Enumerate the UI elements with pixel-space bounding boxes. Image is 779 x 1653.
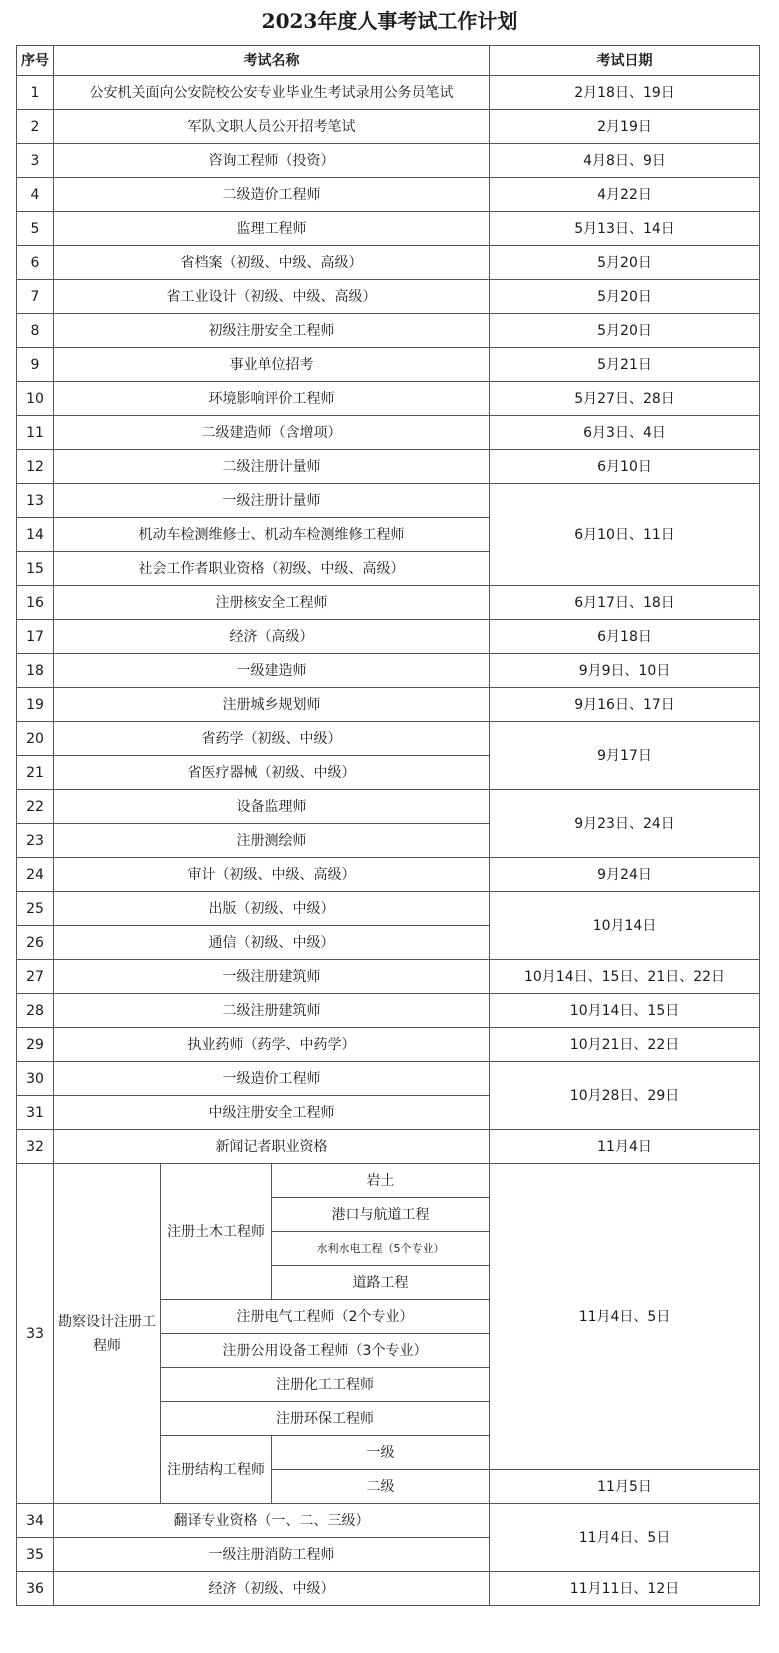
page-title: 2023年度人事考试工作计划 (261, 9, 518, 33)
table-row (17, 382, 760, 416)
row33-date-main: 11月4日、5日 (490, 1164, 760, 1470)
table-row (17, 586, 760, 620)
table-row (17, 994, 760, 1028)
row-exam-date: 6月3日、4日 (490, 416, 760, 450)
row-seq: 21 (17, 756, 54, 790)
row-seq: 24 (17, 858, 54, 892)
row-exam-name: 经济（高级） (54, 620, 490, 654)
row-exam-name: 审计（初级、中级、高级） (54, 858, 490, 892)
row33-electrical-engineer: 注册电气工程师（2个专业） (161, 1300, 490, 1334)
row-seq: 8 (17, 314, 54, 348)
row-seq: 13 (17, 484, 54, 518)
row-exam-date: 10月28日、29日 (490, 1062, 760, 1130)
row-exam-date: 5月20日 (490, 246, 760, 280)
row-seq: 11 (17, 416, 54, 450)
row33-utility-engineer: 注册公用设备工程师（3个专业） (161, 1334, 490, 1368)
row-exam-date: 10月14日 (490, 892, 760, 960)
row33-civil-sub: 道路工程 (272, 1266, 490, 1300)
row-exam-date: 10月14日、15日 (490, 994, 760, 1028)
row-exam-date: 6月17日、18日 (490, 586, 760, 620)
row-seq: 16 (17, 586, 54, 620)
row-exam-name: 二级注册建筑师 (54, 994, 490, 1028)
row-seq: 18 (17, 654, 54, 688)
row-seq: 12 (17, 450, 54, 484)
table-row (17, 76, 760, 110)
row-seq: 32 (17, 1130, 54, 1164)
table-row (17, 654, 760, 688)
row-exam-name: 设备监理师 (54, 790, 490, 824)
row-exam-name: 机动车检测维修士、机动车检测维修工程师 (54, 518, 490, 552)
row-exam-name: 注册测绘师 (54, 824, 490, 858)
table-row (17, 178, 760, 212)
table-row (17, 1572, 760, 1606)
table-row (17, 790, 760, 824)
exam-schedule-table (16, 45, 760, 1606)
row-exam-date: 5月13日、14日 (490, 212, 760, 246)
row-exam-date: 9月23日、24日 (490, 790, 760, 858)
table-row (17, 416, 760, 450)
row-exam-name: 事业单位招考 (54, 348, 490, 382)
row-seq: 30 (17, 1062, 54, 1096)
row-exam-date: 9月16日、17日 (490, 688, 760, 722)
row33-category: 勘察设计注册工程师 (54, 1164, 161, 1504)
row-exam-name: 初级注册安全工程师 (54, 314, 490, 348)
row-seq: 10 (17, 382, 54, 416)
header-exam-date: 考试日期 (490, 46, 760, 76)
table-row (17, 484, 760, 518)
table-header-row (17, 46, 760, 76)
table-row (17, 1164, 760, 1198)
row-exam-date: 10月14日、15日、21日、22日 (490, 960, 760, 994)
table-row (17, 722, 760, 756)
row-seq: 6 (17, 246, 54, 280)
row-exam-name: 执业药师（药学、中药学） (54, 1028, 490, 1062)
row-exam-date: 9月17日 (490, 722, 760, 790)
row33-structural-engineer: 注册结构工程师 (161, 1436, 272, 1504)
row-exam-name: 二级造价工程师 (54, 178, 490, 212)
row-exam-date: 5月21日 (490, 348, 760, 382)
row-exam-name: 一级注册建筑师 (54, 960, 490, 994)
row-seq: 3 (17, 144, 54, 178)
table-row (17, 688, 760, 722)
row-seq: 31 (17, 1096, 54, 1130)
table-row (17, 212, 760, 246)
row-exam-date: 2月19日 (490, 110, 760, 144)
row-exam-date: 5月27日、28日 (490, 382, 760, 416)
row-seq: 22 (17, 790, 54, 824)
row33-environmental-engineer: 注册环保工程师 (161, 1402, 490, 1436)
table-row (17, 348, 760, 382)
row-exam-name: 社会工作者职业资格（初级、中级、高级） (54, 552, 490, 586)
row-exam-name: 一级注册消防工程师 (54, 1538, 490, 1572)
row33-civil-sub: 岩土 (272, 1164, 490, 1198)
row-seq: 19 (17, 688, 54, 722)
table-row (17, 960, 760, 994)
row-seq: 15 (17, 552, 54, 586)
row33-structural-sub: 一级 (272, 1436, 490, 1470)
row-seq: 7 (17, 280, 54, 314)
row-exam-name: 监理工程师 (54, 212, 490, 246)
row-seq: 29 (17, 1028, 54, 1062)
row-seq: 14 (17, 518, 54, 552)
row33-chemical-engineer: 注册化工工程师 (161, 1368, 490, 1402)
table-row (17, 858, 760, 892)
row-exam-name: 一级造价工程师 (54, 1062, 490, 1096)
row-exam-date: 5月20日 (490, 280, 760, 314)
row-exam-name: 中级注册安全工程师 (54, 1096, 490, 1130)
table-row (17, 246, 760, 280)
row-exam-date: 9月9日、10日 (490, 654, 760, 688)
table-row (17, 314, 760, 348)
row-exam-name: 出版（初级、中级） (54, 892, 490, 926)
table-row (17, 1028, 760, 1062)
row-exam-name: 军队文职人员公开招考笔试 (54, 110, 490, 144)
header-seq: 序号 (17, 46, 54, 76)
row-exam-name: 一级建造师 (54, 654, 490, 688)
row-exam-name: 注册城乡规划师 (54, 688, 490, 722)
table-row (17, 144, 760, 178)
table-row (17, 450, 760, 484)
table-row (17, 892, 760, 926)
row-seq: 28 (17, 994, 54, 1028)
row-exam-name: 二级注册计量师 (54, 450, 490, 484)
row-seq: 26 (17, 926, 54, 960)
row-exam-name: 二级建造师（含增项） (54, 416, 490, 450)
row-exam-name: 省医疗器械（初级、中级） (54, 756, 490, 790)
row-seq: 20 (17, 722, 54, 756)
table-row (17, 280, 760, 314)
row-exam-name: 咨询工程师（投资） (54, 144, 490, 178)
row-exam-date: 11月11日、12日 (490, 1572, 760, 1606)
row-exam-date: 11月4日、5日 (490, 1504, 760, 1572)
row-exam-name: 省药学（初级、中级） (54, 722, 490, 756)
table-row (17, 110, 760, 144)
row-exam-date: 5月20日 (490, 314, 760, 348)
row-exam-name: 省档案（初级、中级、高级） (54, 246, 490, 280)
row-exam-name: 一级注册计量师 (54, 484, 490, 518)
table-row (17, 1504, 760, 1538)
row-seq: 33 (17, 1164, 54, 1504)
row-seq: 17 (17, 620, 54, 654)
row-exam-date: 6月10日、11日 (490, 484, 760, 586)
row33-civil-sub: 水利水电工程（5个专业） (272, 1232, 490, 1266)
row-seq: 34 (17, 1504, 54, 1538)
row-exam-name: 公安机关面向公安院校公安专业毕业生考试录用公务员笔试 (54, 76, 490, 110)
table-row (17, 1062, 760, 1096)
row-exam-date: 2月18日、19日 (490, 76, 760, 110)
row-exam-name: 通信（初级、中级） (54, 926, 490, 960)
row-exam-name: 经济（初级、中级） (54, 1572, 490, 1606)
row-seq: 25 (17, 892, 54, 926)
row-seq: 1 (17, 76, 54, 110)
header-exam-name: 考试名称 (54, 46, 490, 76)
row-exam-date: 9月24日 (490, 858, 760, 892)
row-exam-name: 翻译专业资格（一、二、三级） (54, 1504, 490, 1538)
row-exam-date: 6月10日 (490, 450, 760, 484)
row-exam-name: 注册核安全工程师 (54, 586, 490, 620)
row33-date-structural-2: 11月5日 (490, 1470, 760, 1504)
row-exam-date: 4月8日、9日 (490, 144, 760, 178)
row-seq: 4 (17, 178, 54, 212)
row-seq: 35 (17, 1538, 54, 1572)
row-exam-name: 省工业设计（初级、中级、高级） (54, 280, 490, 314)
row-seq: 36 (17, 1572, 54, 1606)
row-seq: 9 (17, 348, 54, 382)
row-exam-date: 6月18日 (490, 620, 760, 654)
row-exam-date: 4月22日 (490, 178, 760, 212)
row-exam-name: 新闻记者职业资格 (54, 1130, 490, 1164)
row-seq: 2 (17, 110, 54, 144)
row33-structural-sub: 二级 (272, 1470, 490, 1504)
row-seq: 5 (17, 212, 54, 246)
row-exam-date: 11月4日 (490, 1130, 760, 1164)
row-seq: 27 (17, 960, 54, 994)
row-exam-date: 10月21日、22日 (490, 1028, 760, 1062)
row-seq: 23 (17, 824, 54, 858)
row33-civil-engineer: 注册土木工程师 (161, 1164, 272, 1300)
table-row (17, 620, 760, 654)
row33-civil-sub: 港口与航道工程 (272, 1198, 490, 1232)
row-exam-name: 环境影响评价工程师 (54, 382, 490, 416)
table-row (17, 1130, 760, 1164)
